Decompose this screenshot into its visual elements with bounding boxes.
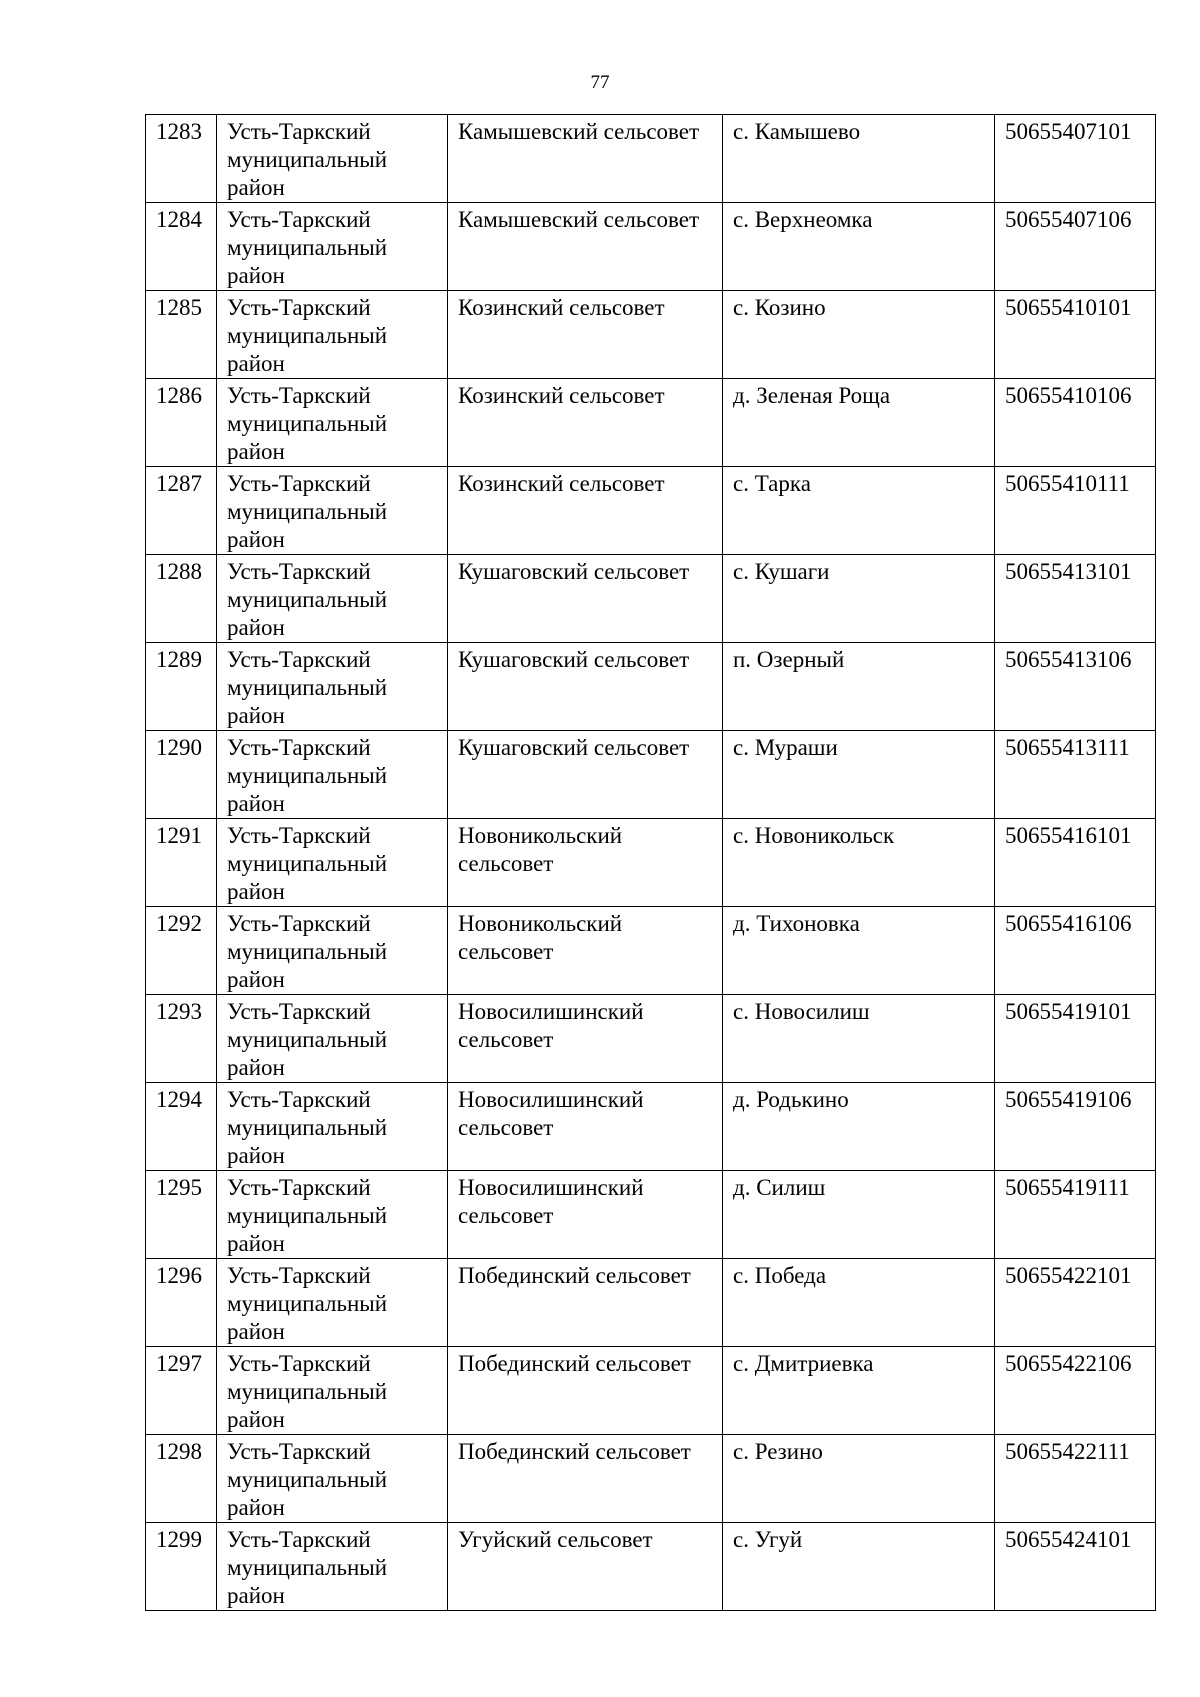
row-number: 1295 xyxy=(146,1171,217,1259)
row-number: 1285 xyxy=(146,291,217,379)
table-row xyxy=(146,379,1156,467)
table-row xyxy=(146,203,1156,291)
district-cell: Усть-Таркский муниципальный район xyxy=(217,467,448,555)
oktmo-code-cell: 50655407106 xyxy=(995,203,1156,291)
settlement-cell: д. Зеленая Роща xyxy=(723,379,995,467)
settlement-cell: д. Силиш xyxy=(723,1171,995,1259)
table-row xyxy=(146,819,1156,907)
district-cell: Усть-Таркский муниципальный район xyxy=(217,1435,448,1523)
council-cell: Кушаговский сельсовет xyxy=(448,731,723,819)
district-cell: Усть-Таркский муниципальный район xyxy=(217,1083,448,1171)
oktmo-code-cell: 50655422111 xyxy=(995,1435,1156,1523)
district-cell: Усть-Таркский муниципальный район xyxy=(217,819,448,907)
oktmo-code-cell: 50655413101 xyxy=(995,555,1156,643)
council-cell: Новоникольский сельсовет xyxy=(448,819,723,907)
row-number: 1298 xyxy=(146,1435,217,1523)
council-cell: Угуйский сельсовет xyxy=(448,1523,723,1611)
oktmo-code-cell: 50655416106 xyxy=(995,907,1156,995)
row-number: 1289 xyxy=(146,643,217,731)
council-cell: Камышевский сельсовет xyxy=(448,203,723,291)
settlement-cell: с. Победа xyxy=(723,1259,995,1347)
settlement-cell: с. Кушаги xyxy=(723,555,995,643)
district-cell: Усть-Таркский муниципальный район xyxy=(217,907,448,995)
oktmo-code-cell: 50655410101 xyxy=(995,291,1156,379)
oktmo-code-cell: 50655407101 xyxy=(995,115,1156,203)
row-number: 1294 xyxy=(146,1083,217,1171)
page-number: 77 xyxy=(590,72,610,93)
council-cell: Кушаговский сельсовет xyxy=(448,643,723,731)
district-cell: Усть-Таркский муниципальный район xyxy=(217,203,448,291)
settlement-cell: с. Новоникольск xyxy=(723,819,995,907)
council-cell: Новоникольский сельсовет xyxy=(448,907,723,995)
settlement-cell: с. Резино xyxy=(723,1435,995,1523)
settlements-table xyxy=(145,114,1156,1611)
council-cell: Побединский сельсовет xyxy=(448,1435,723,1523)
table-row xyxy=(146,1259,1156,1347)
settlement-cell: д. Родькино xyxy=(723,1083,995,1171)
table-row xyxy=(146,907,1156,995)
settlement-cell: с. Дмитриевка xyxy=(723,1347,995,1435)
row-number: 1288 xyxy=(146,555,217,643)
oktmo-code-cell: 50655419101 xyxy=(995,995,1156,1083)
district-cell: Усть-Таркский муниципальный район xyxy=(217,1523,448,1611)
row-number: 1297 xyxy=(146,1347,217,1435)
table-row xyxy=(146,115,1156,203)
settlement-cell: с. Камышево xyxy=(723,115,995,203)
table-row xyxy=(146,1083,1156,1171)
council-cell: Кушаговский сельсовет xyxy=(448,555,723,643)
table-row xyxy=(146,555,1156,643)
council-cell: Новосилишинский сельсовет xyxy=(448,1171,723,1259)
row-number: 1293 xyxy=(146,995,217,1083)
settlement-cell: с. Новосилиш xyxy=(723,995,995,1083)
council-cell: Новосилишинский сельсовет xyxy=(448,1083,723,1171)
row-number: 1287 xyxy=(146,467,217,555)
row-number: 1291 xyxy=(146,819,217,907)
council-cell: Козинский сельсовет xyxy=(448,467,723,555)
table-row xyxy=(146,731,1156,819)
table-row xyxy=(146,995,1156,1083)
oktmo-code-cell: 50655419106 xyxy=(995,1083,1156,1171)
oktmo-code-cell: 50655416101 xyxy=(995,819,1156,907)
settlement-cell: с. Тарка xyxy=(723,467,995,555)
oktmo-code-cell: 50655422101 xyxy=(995,1259,1156,1347)
council-cell: Новосилишинский сельсовет xyxy=(448,995,723,1083)
row-number: 1292 xyxy=(146,907,217,995)
row-number: 1299 xyxy=(146,1523,217,1611)
district-cell: Усть-Таркский муниципальный район xyxy=(217,1259,448,1347)
settlement-cell: с. Верхнеомка xyxy=(723,203,995,291)
row-number: 1296 xyxy=(146,1259,217,1347)
row-number: 1284 xyxy=(146,203,217,291)
district-cell: Усть-Таркский муниципальный район xyxy=(217,643,448,731)
oktmo-code-cell: 50655424101 xyxy=(995,1523,1156,1611)
oktmo-code-cell: 50655410106 xyxy=(995,379,1156,467)
settlement-cell: д. Тихоновка xyxy=(723,907,995,995)
council-cell: Козинский сельсовет xyxy=(448,379,723,467)
district-cell: Усть-Таркский муниципальный район xyxy=(217,1171,448,1259)
district-cell: Усть-Таркский муниципальный район xyxy=(217,555,448,643)
settlement-cell: с. Козино xyxy=(723,291,995,379)
oktmo-code-cell: 50655419111 xyxy=(995,1171,1156,1259)
table-row xyxy=(146,291,1156,379)
table-row xyxy=(146,467,1156,555)
settlement-cell: п. Озерный xyxy=(723,643,995,731)
table-row xyxy=(146,1347,1156,1435)
oktmo-code-cell: 50655410111 xyxy=(995,467,1156,555)
oktmo-code-cell: 50655422106 xyxy=(995,1347,1156,1435)
row-number: 1283 xyxy=(146,115,217,203)
district-cell: Усть-Таркский муниципальный район xyxy=(217,1347,448,1435)
settlement-cell: с. Мураши xyxy=(723,731,995,819)
district-cell: Усть-Таркский муниципальный район xyxy=(217,731,448,819)
table-row xyxy=(146,643,1156,731)
council-cell: Побединский сельсовет xyxy=(448,1259,723,1347)
district-cell: Усть-Таркский муниципальный район xyxy=(217,291,448,379)
district-cell: Усть-Таркский муниципальный район xyxy=(217,379,448,467)
oktmo-code-cell: 50655413111 xyxy=(995,731,1156,819)
council-cell: Камышевский сельсовет xyxy=(448,115,723,203)
settlement-cell: с. Угуй xyxy=(723,1523,995,1611)
row-number: 1290 xyxy=(146,731,217,819)
table-row xyxy=(146,1171,1156,1259)
table-body xyxy=(146,115,1156,1611)
table-row xyxy=(146,1523,1156,1611)
council-cell: Побединский сельсовет xyxy=(448,1347,723,1435)
table-row xyxy=(146,1435,1156,1523)
oktmo-code-cell: 50655413106 xyxy=(995,643,1156,731)
district-cell: Усть-Таркский муниципальный район xyxy=(217,995,448,1083)
district-cell: Усть-Таркский муниципальный район xyxy=(217,115,448,203)
council-cell: Козинский сельсовет xyxy=(448,291,723,379)
row-number: 1286 xyxy=(146,379,217,467)
